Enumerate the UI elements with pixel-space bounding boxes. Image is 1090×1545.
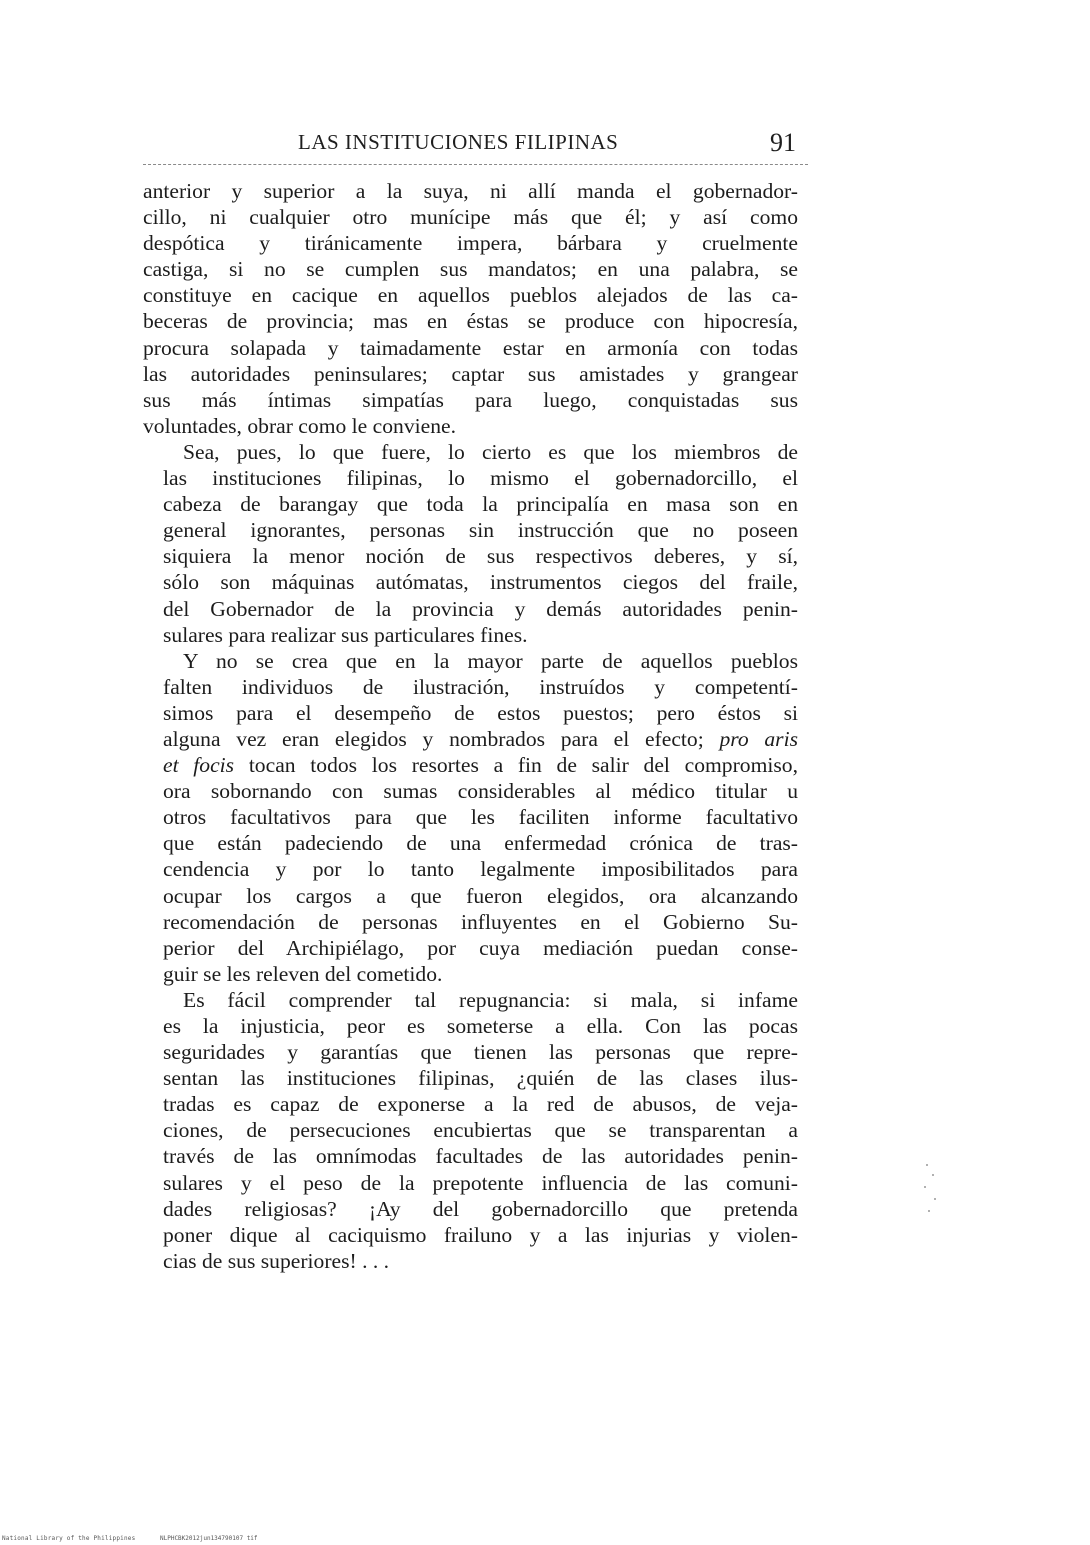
text-line: recomendación de personas influyentes en el Gobierno Su- bbox=[163, 909, 798, 934]
page-number: 91 bbox=[770, 128, 796, 157]
text-line: del Gobernador de la provincia y demás autoridades penin- bbox=[163, 596, 798, 621]
text-line-mixed bbox=[143, 752, 798, 778]
scan-speck bbox=[924, 1186, 926, 1188]
text-line: constituye en cacique en aquellos pueblos alejados de las ca- bbox=[143, 283, 798, 308]
text-line: despótica y tiránicamente impera, bárbara y cruelmente bbox=[143, 231, 798, 256]
scan-speck bbox=[932, 1174, 934, 1176]
running-head bbox=[143, 126, 808, 164]
italic-phrase: et focis bbox=[163, 753, 235, 778]
italic-phrase: pro aris bbox=[719, 726, 798, 751]
text-line: ciones, de persecuciones encubiertas que se transparentan a bbox=[163, 1118, 798, 1143]
text-line: través de las omnímodas facultades de las autoridades penin- bbox=[163, 1144, 798, 1169]
text-line: las instituciones filipinas, lo mismo el gobernadorcillo, el bbox=[163, 466, 798, 491]
text-line: sulares y el peso de la prepotente influencia de las comuni- bbox=[163, 1170, 798, 1195]
text-line: sulares para realizar sus particulares fines. bbox=[163, 622, 528, 647]
scan-speck bbox=[934, 1198, 936, 1200]
scan-speck bbox=[926, 1164, 928, 1166]
text-line: es la injusticia, peor es someterse a ella. Con las pocas bbox=[163, 1014, 798, 1038]
text-line: Es fácil comprender tal repugnancia: si mala, si infame bbox=[183, 987, 798, 1012]
text-line: Sea, pues, lo que fuere, lo cierto es que los miembros de bbox=[183, 439, 798, 464]
text-line: castiga, si no se cumplen sus mandatos; en una palabra, se bbox=[143, 257, 798, 282]
paragraph-2 bbox=[143, 439, 798, 648]
text-line: simos para el desempeño de estos puestos; pero éstos si bbox=[163, 700, 798, 725]
text-line: sentan las instituciones filipinas, ¿quién de las clases ilus- bbox=[163, 1066, 798, 1091]
text-line: procura solapada y taimadamente estar en armonía con todas bbox=[143, 335, 798, 360]
text-line: cillo, ni cualquier otro munícipe más que él; y así como bbox=[143, 205, 798, 230]
text-line: anterior y superior a la suya, ni allí manda el gobernador- bbox=[143, 179, 798, 203]
text-line: otros facultativos para que les faciliten informe facultativo bbox=[163, 805, 798, 830]
text-line: cendencia y por lo tanto legalmente imposibilitados para bbox=[163, 857, 798, 882]
running-title: LAS INSTITUCIONES FILIPINAS bbox=[298, 130, 619, 154]
text-line: ora sobornando con sumas considerables al médico titular u bbox=[163, 779, 798, 804]
text-line: voluntades, obrar como le conviene. bbox=[143, 413, 457, 438]
text-line: dades religiosas? ¡Ay del gobernadorcillo que pretenda bbox=[163, 1196, 798, 1221]
body-text bbox=[143, 178, 798, 1274]
paragraph-3 bbox=[143, 648, 798, 987]
footer-file-id: NLPHCBK2012jun134790107 tif bbox=[160, 1535, 258, 1542]
footer-library: National Library of the Philippines bbox=[2, 1535, 136, 1542]
paragraph-4 bbox=[143, 987, 798, 1274]
text-line: ocupar los cargos a que fueron elegidos, ora alcanzando bbox=[163, 883, 798, 908]
text-line: perior del Archipiélago, por cuya mediación puedan conse- bbox=[163, 935, 798, 960]
text-line: seguridades y garantías que tienen las personas que repre- bbox=[163, 1040, 798, 1065]
text-line: tradas es capaz de exponerse a la red de abusos, de veja- bbox=[163, 1092, 798, 1117]
text-line: que están padeciendo de una enfermedad crónica de tras- bbox=[163, 831, 798, 856]
scan-speck bbox=[928, 1210, 930, 1212]
text-line-mixed bbox=[143, 726, 798, 752]
text-line: las autoridades peninsulares; captar sus amistades y grangear bbox=[143, 361, 798, 386]
text-segment: tocan todos los resortes a fin de salir del compromiso, bbox=[248, 753, 798, 778]
text-line: general ignorantes, personas sin instrucción que no poseen bbox=[163, 518, 798, 543]
header-rule bbox=[143, 164, 808, 166]
text-line: guir se les releven del cometido. bbox=[163, 961, 443, 986]
text-line: siquiera la menor noción de sus respectivos deberes, y sí, bbox=[163, 544, 798, 569]
text-line: Y no se crea que en la mayor parte de aquellos pueblos bbox=[183, 648, 798, 673]
text-line: beceras de provincia; mas en éstas se produce con hipocresía, bbox=[143, 309, 798, 334]
text-line: poner dique al caciquismo frailuno y a las injurias y violen- bbox=[163, 1222, 798, 1247]
text-segment: alguna vez eran elegidos y nombrados para el efecto; bbox=[163, 726, 704, 751]
text-line: cabeza de barangay que toda la principalía en masa son en bbox=[163, 492, 798, 517]
text-line: cias de sus superiores! . . . bbox=[163, 1248, 390, 1273]
scan-specks bbox=[920, 1160, 940, 1220]
text-line: falten individuos de ilustración, instruídos y competentí- bbox=[163, 674, 798, 699]
paragraph-1 bbox=[143, 178, 798, 439]
text-line: sólo son máquinas autómatas, instrumentos ciegos del fraile, bbox=[163, 570, 798, 595]
text-line: sus más íntimas simpatías para luego, conquistadas sus bbox=[143, 387, 798, 412]
